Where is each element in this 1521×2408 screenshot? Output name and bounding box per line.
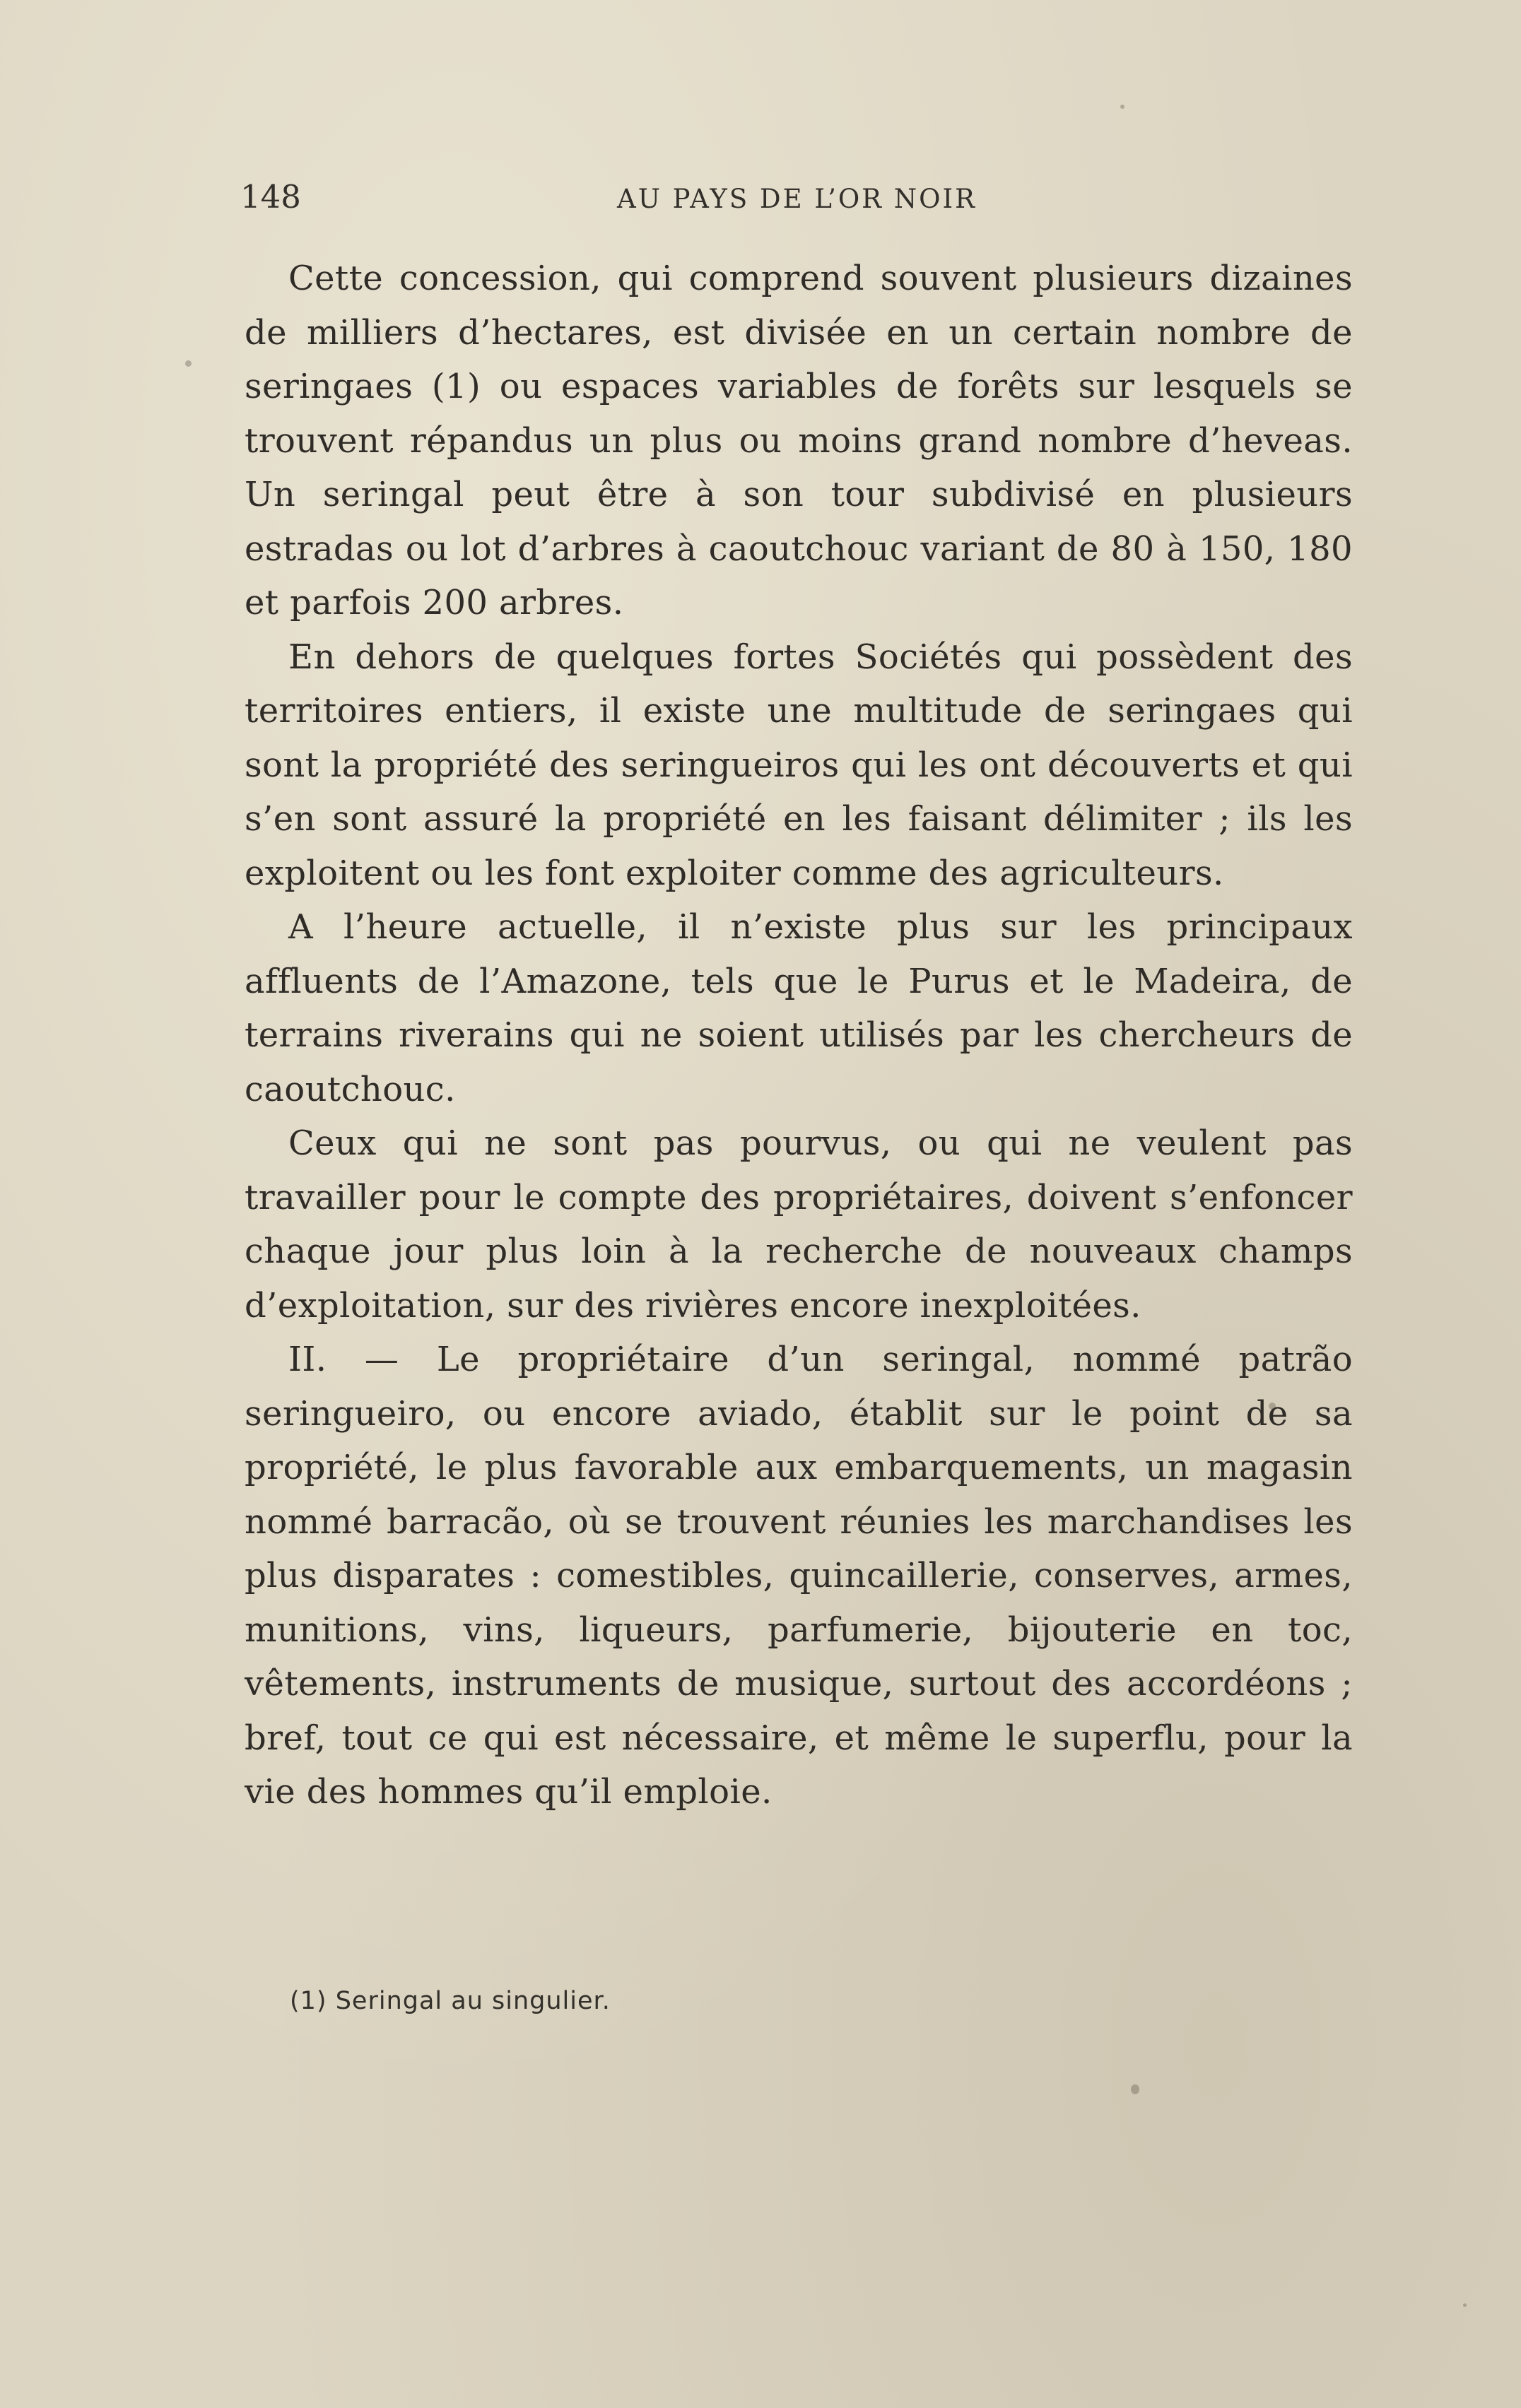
body-text [245,252,1353,1819]
paper-speck [1120,105,1124,109]
footnote: (1) Seringal au singulier. [290,1987,611,2015]
page-header [240,178,1353,220]
running-title: AU PAYS DE L’OR NOIR [617,184,977,214]
page-number: 148 [240,178,301,216]
paper-speck [185,360,192,367]
paper-speck [1463,2303,1467,2307]
paper-speck [1269,1403,1276,1410]
paragraph: Cette concession, qui comprend souvent plusieurs dizaines de milliers d’hectares, est divisée en un certain nombre de seringaes (1) ou espaces variables de forêts sur lesquels se trouvent répandus un plus ou moins grand nombre d’heveas. Un seringal peut être à son tour subdivisé en plusieurs estradas ou lot d’arbres à caoutchouc variant de 80 à 150, 180 et parfois 200 arbres. [245,259,1353,622]
paragraph: Ceux qui ne sont pas pourvus, ou qui ne veulent pas travailler pour le compte des propriétaires, doivent s’enfoncer chaque jour plus loin à la recherche de nouveaux champs d’exploitation, sur des rivières encore inexploitées. [245,1123,1353,1326]
paragraph: En dehors de quelques fortes Sociétés qui possèdent des territoires entiers, il existe une multitude de seringaes qui sont la propriété des seringueiros qui les ont découverts et qui s’en sont assuré la propriété en les faisant délimiter ; ils les exploitent ou les font exploiter comme des agriculteurs. [245,637,1353,893]
paragraph: II. — Le propriétaire d’un seringal, nommé patrão seringueiro, ou encore aviado, établit sur le point de sa propriété, le plus favorable aux embarquements, un magasin nommé barracão, où se trouvent réunies les marchandises les plus disparates : comestibles, quincaillerie, conserves, armes, munitions, vins, liqueurs, parfumerie, bijouterie en toc, vêtements, instruments de musique, surtout des accordéons ; bref, tout ce qui est nécessaire, et même le superflu, pour la vie des hommes qu’il emploie. [245,1340,1353,1812]
paper-speck [1131,2084,1139,2094]
paragraph: A l’heure actuelle, il n’existe plus sur les principaux affluents de l’Amazone, tels que le Purus et le Madeira, de terrains riverains qui ne soient utilisés par les chercheurs de caoutchouc. [245,907,1353,1109]
